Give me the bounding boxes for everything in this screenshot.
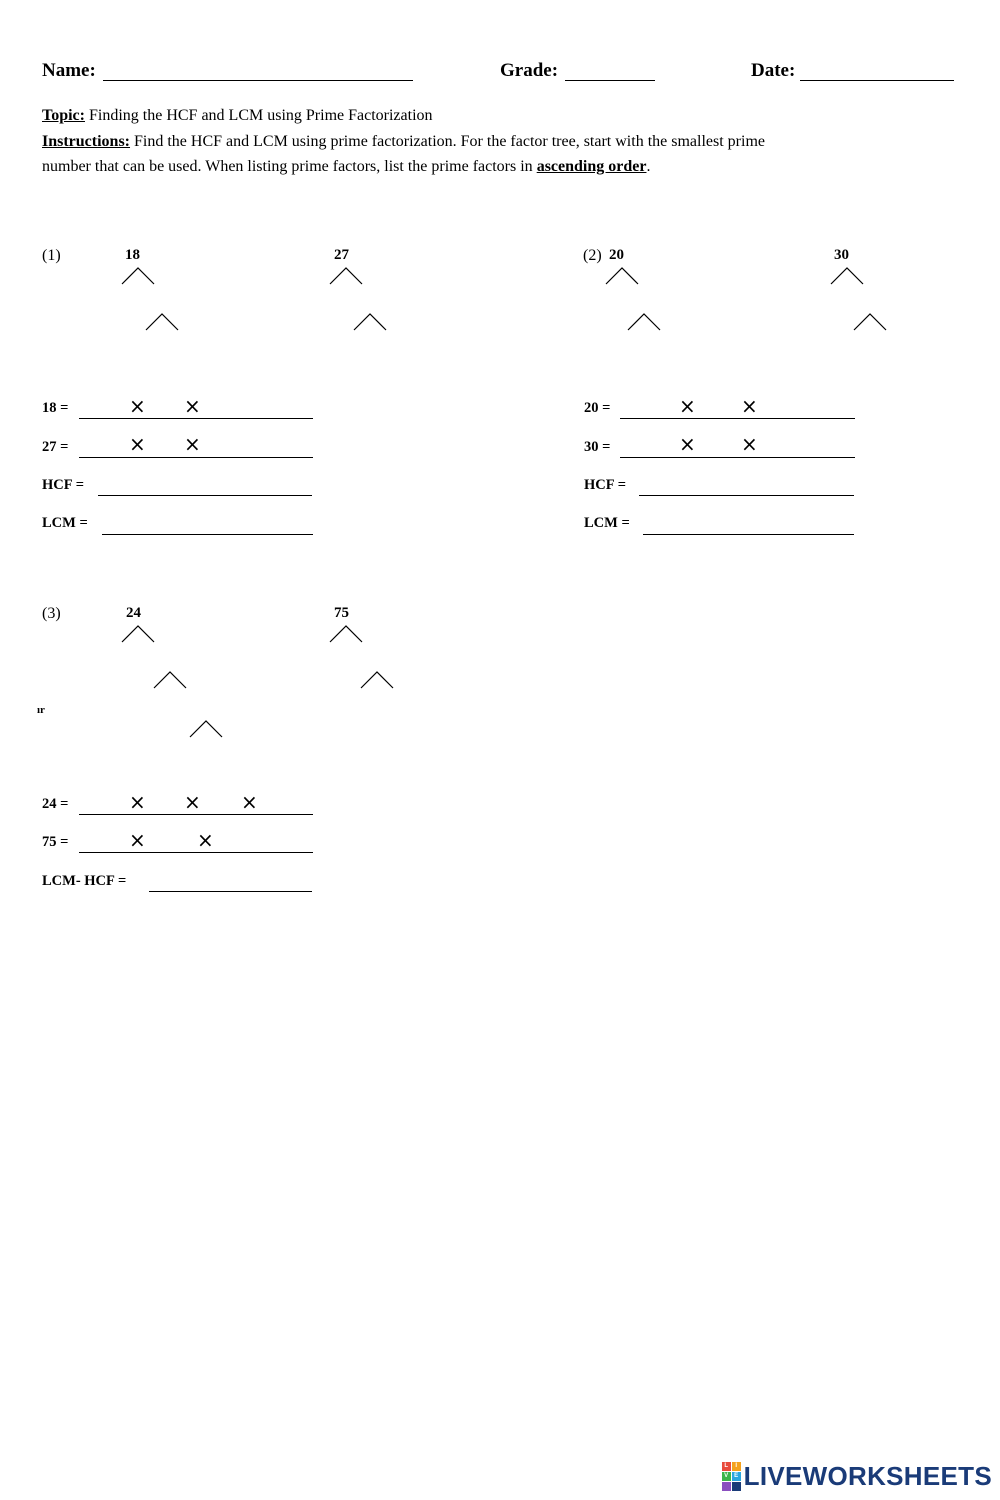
times-icon: × <box>129 790 146 814</box>
logo-square: V <box>722 1472 731 1481</box>
times-icon: × <box>679 394 696 418</box>
logo-square <box>732 1482 741 1491</box>
times-icon: × <box>741 394 758 418</box>
instructions-emphasis: ascending order <box>536 158 647 175</box>
problem-2-lcm-label: LCM = <box>584 515 630 531</box>
problem-1-index: (1) <box>42 247 61 264</box>
problem-3-number-b: 75 <box>334 605 349 621</box>
problem-1-number-b: 27 <box>334 247 349 263</box>
problem-1-hcf-label: HCF = <box>42 477 84 493</box>
problem-1-lcm-label: LCM = <box>42 515 88 531</box>
problem-3-row-a-label: 24 = <box>42 796 69 812</box>
topic-label: Topic: <box>42 107 85 124</box>
branch <box>361 672 393 688</box>
times-icon: × <box>184 790 201 814</box>
stray-mark: ır <box>37 704 45 716</box>
times-icon: × <box>129 828 146 852</box>
date-label: Date: <box>751 60 796 81</box>
times-icon: × <box>241 790 258 814</box>
problem-1-row-a-label: 18 = <box>42 400 69 416</box>
logo-square: I <box>732 1462 741 1471</box>
times-icon: × <box>129 432 146 456</box>
times-icon: × <box>741 432 758 456</box>
branch <box>154 672 186 688</box>
problem-2-row-b-label: 30 = <box>584 439 611 455</box>
logo-square <box>722 1482 731 1491</box>
problem-3-row-b-label: 75 = <box>42 834 69 850</box>
topic-text: Finding the HCF and LCM using Prime Factorization <box>84 107 433 124</box>
liveworksheets-logo-icon <box>722 1462 741 1491</box>
problem-2-hcf-label: HCF = <box>584 477 626 493</box>
problem-3-result-label: LCM- HCF = <box>42 873 127 889</box>
problem-3-row-b-blank[interactable] <box>79 852 313 853</box>
times-icon: × <box>679 432 696 456</box>
times-icon: × <box>129 394 146 418</box>
instructions-text-2: number that can be used. When listing prime factors, list the prime factors in <box>42 158 537 175</box>
branch <box>190 721 222 737</box>
name-label: Name: <box>42 60 96 81</box>
branch <box>330 626 362 642</box>
branch <box>122 626 154 642</box>
problem-3-index: (3) <box>42 605 61 622</box>
brand-text: LIVEWORKSHEETS <box>743 1461 992 1491</box>
problem-1-row-b-label: 27 = <box>42 439 69 455</box>
liveworksheets-brand <box>722 1461 992 1492</box>
instructions-text-1: Find the HCF and LCM using prime factorization. For the factor tree, start with the smallest prime <box>130 133 765 150</box>
problem-2-row-a-label: 20 = <box>584 400 611 416</box>
times-icon: × <box>197 828 214 852</box>
problem-2-number-a: 20 <box>609 247 624 263</box>
times-icon: × <box>184 432 201 456</box>
logo-square: L <box>722 1462 731 1471</box>
problem-2-number-b: 30 <box>834 247 849 263</box>
grade-label: Grade: <box>500 60 559 81</box>
times-icon: × <box>184 394 201 418</box>
problem-3-number-a: 24 <box>126 605 141 621</box>
problem-2-index: (2) <box>583 247 602 264</box>
logo-square: E <box>732 1472 741 1481</box>
instructions-label: Instructions: <box>42 133 131 150</box>
problem-3-row-a-blank[interactable] <box>79 814 313 815</box>
instructions-end: . <box>646 158 651 175</box>
problem-3-result-blank[interactable] <box>149 891 312 892</box>
problem-1-number-a: 18 <box>125 247 140 263</box>
